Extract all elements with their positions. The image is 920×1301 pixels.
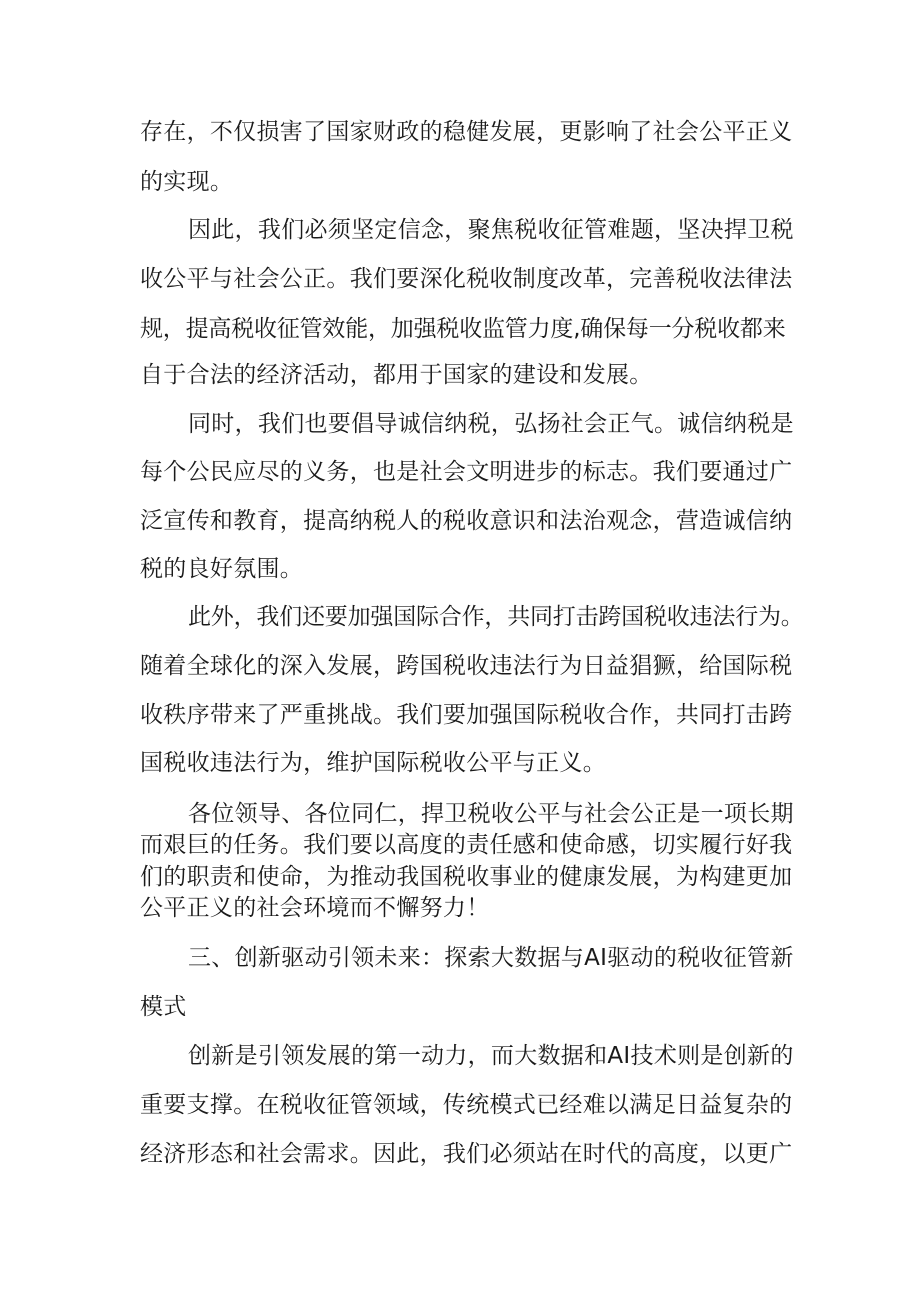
text-line: 自于合法的经济活动，都用于国家的建设和发展。: [140, 362, 653, 388]
text-line: 存在，不仅损害了国家财政的稳健发展，更影响了社会公平正义: [140, 119, 793, 145]
text-line: 国税收违法行为，维护国际税收公平与正义。: [140, 750, 606, 776]
text-line: 的实现。: [140, 169, 234, 195]
section-heading: 三、创新驱动引领未来：探索大数据与AI驱动的税收征管新: [188, 945, 794, 971]
text-line: 收秩序带来了严重挑战。我们要加强国际税收合作，共同打击跨: [140, 702, 793, 728]
text-line: 随着全球化的深入发展，跨国税收违法行为日益猖獗，给国际税: [140, 653, 793, 679]
text-line: 税的良好氛围。: [140, 556, 304, 582]
paragraph-first-line: 同时，我们也要倡导诚信纳税，弘扬社会正气。诚信纳税是: [188, 411, 794, 437]
section-heading-continuation: 模式: [140, 994, 187, 1020]
text-line: 每个公民应尽的义务，也是社会文明进步的标志。我们要通过广: [140, 459, 793, 485]
text-line: 而艰巨的任务。我们要以高度的责任感和使命感，切实履行好我: [140, 832, 793, 858]
text-line: 泛宣传和教育，提高纳税人的税收意识和法治观念，营造诚信纳: [140, 508, 793, 534]
text-line: 规，提高税收征管效能，加强税收监管力度,确保每一分税收都来: [140, 316, 786, 342]
paragraph-first-line: 因此，我们必须坚定信念，聚焦税收征管难题，坚决捍卫税: [188, 217, 794, 243]
text-line: 经济形态和社会需求。因此，我们必须站在时代的高度，以更广: [140, 1141, 793, 1167]
text-line: 收公平与社会公正。我们要深化税收制度改革，完善税收法律法: [140, 266, 793, 292]
paragraph-first-line: 各位领导、各位同仁，捍卫税收公平与社会公正是一项长期: [188, 801, 794, 827]
text-line: 公平正义的社会环境而不懈努力！: [140, 895, 490, 921]
text-line: 们的职责和使命，为推动我国税收事业的健康发展，为构建更加: [140, 864, 793, 890]
paragraph-first-line: 此外，我们还要加强国际合作，共同打击跨国税收违法行为。: [188, 604, 804, 630]
paragraph-first-line: 创新是引领发展的第一动力，而大数据和AI技术则是创新的: [188, 1043, 794, 1069]
text-line: 重要支撑。在税收征管领域，传统模式已经难以满足日益复杂的: [140, 1092, 793, 1118]
